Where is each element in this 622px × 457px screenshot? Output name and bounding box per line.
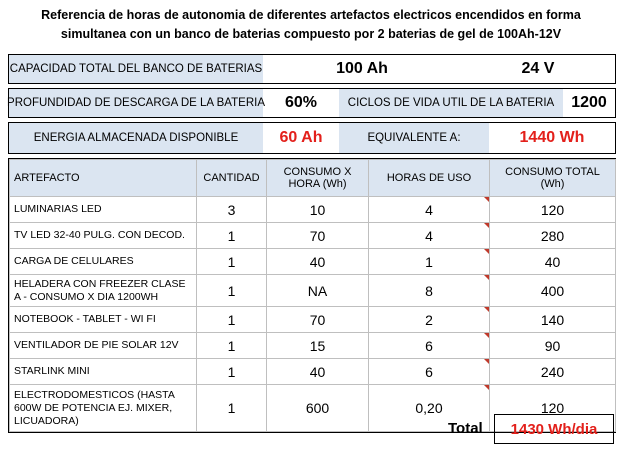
discharge-depth-label: PROFUNDIDAD DE DESCARGA DE LA BATERIA [9,89,263,117]
header-artefacto: ARTEFACTO [10,160,197,197]
cell-horas-value: 4 [425,227,433,244]
header-cantidad: CANTIDAD [197,160,267,197]
battery-voltage: 24 V [521,60,555,77]
cell-horas [369,275,490,307]
page-title [0,6,622,44]
header-total-line1: CONSUMO TOTAL [505,166,600,178]
comment-marker-icon [484,275,489,280]
cell-cantidad: 1 [197,307,267,333]
cell-horas [369,197,490,223]
battery-specs-row [8,88,616,118]
table-row [10,307,616,333]
cell-artefacto: VENTILADOR DE PIE SOLAR 12V [10,333,197,359]
cell-artefacto: LUMINARIAS LED [10,197,197,223]
cell-horas-value: 0,20 [415,400,443,416]
title-line-1: Referencia de horas de autonomia de diferentes artefactos electricos encendidos en forma [41,8,581,22]
header-horas: HORAS DE USO [369,160,490,197]
cell-consumo: 70 [267,307,369,333]
battery-capacity-row [8,54,616,84]
cell-horas-value: 8 [425,282,433,299]
energy-row [8,122,616,154]
table-row [10,333,616,359]
cell-artefacto: STARLINK MINI [10,359,197,385]
cell-consumo: NA [267,275,369,307]
cell-consumo: 70 [267,223,369,249]
cell-artefacto: NOTEBOOK - TABLET - WI FI [10,307,197,333]
comment-marker-icon [484,249,489,254]
header-consumo-total [490,160,616,197]
cell-consumo: 600 [267,385,369,432]
cell-total: 140 [490,307,616,333]
table-row [10,197,616,223]
cell-horas-value: 1 [425,253,433,270]
header-total-line2: (Wh) [540,178,565,190]
battery-capacity-ah: 100 Ah [336,60,388,77]
comment-marker-icon [484,197,489,202]
cell-horas [369,333,490,359]
cell-total: 120 [490,197,616,223]
life-cycles-value: 1200 [571,94,607,111]
comment-marker-icon [484,223,489,228]
cell-consumo: 40 [267,249,369,275]
cell-consumo: 15 [267,333,369,359]
cell-artefacto: ELECTRODOMESTICOS (HASTA 600W DE POTENCIA EJ. MIXER, LICUADORA) [10,385,197,432]
discharge-depth-value: 60% [284,94,318,111]
table-row [10,249,616,275]
table-row [10,359,616,385]
cell-horas-value: 2 [425,311,433,328]
cell-total: 90 [490,333,616,359]
energy-available-value: 60 Ah [279,129,323,146]
header-consumo-line1: CONSUMO X [283,166,352,178]
title-line-2: simultanea con un banco de baterias compuesto por 2 baterias de gel de 100Ah-12V [60,27,562,41]
cell-total: 400 [490,275,616,307]
comment-marker-icon [484,385,489,390]
cell-horas [369,249,490,275]
cell-cantidad: 1 [197,333,267,359]
cell-horas [369,307,490,333]
equivalent-value: 1440 Wh [519,129,585,146]
cell-cantidad: 1 [197,249,267,275]
cell-artefacto: CARGA DE CELULARES [10,249,197,275]
cell-cantidad: 1 [197,359,267,385]
cell-horas-value: 6 [425,337,433,354]
cell-horas [369,223,490,249]
header-consumo-line2: HORA (Wh) [288,178,347,190]
cell-artefacto: TV LED 32-40 PULG. CON DECOD. [10,223,197,249]
energy-available-label: ENERGIA ALMACENADA DISPONIBLE [9,123,263,153]
cell-cantidad: 1 [197,223,267,249]
cell-cantidad: 3 [197,197,267,223]
total-label: Total [448,420,483,437]
cell-total: 120 [490,385,616,432]
cell-total: 280 [490,223,616,249]
cell-horas-value: 6 [425,363,433,380]
cell-horas-value: 4 [425,201,433,218]
table-header-row [10,160,616,197]
comment-marker-icon [484,333,489,338]
cell-artefacto: HELADERA CON FREEZER CLASE A - CONSUMO X DIA 1200WH [10,275,197,307]
total-value: 1430 Wh/dia [494,414,614,444]
appliance-table [8,158,616,433]
table-row [10,275,616,307]
battery-capacity-label: CAPACIDAD TOTAL DEL BANCO DE BATERIAS [9,55,263,83]
comment-marker-icon [484,359,489,364]
cell-consumo: 10 [267,197,369,223]
life-cycles-label: CICLOS DE VIDA UTIL DE LA BATERIA [339,89,563,117]
cell-consumo: 40 [267,359,369,385]
cell-horas [369,359,490,385]
table-row [10,223,616,249]
comment-marker-icon [484,307,489,312]
header-consumo [267,160,369,197]
cell-cantidad: 1 [197,385,267,432]
equivalent-label: EQUIVALENTE A: [339,123,489,153]
cell-total: 240 [490,359,616,385]
cell-total: 40 [490,249,616,275]
cell-cantidad: 1 [197,275,267,307]
